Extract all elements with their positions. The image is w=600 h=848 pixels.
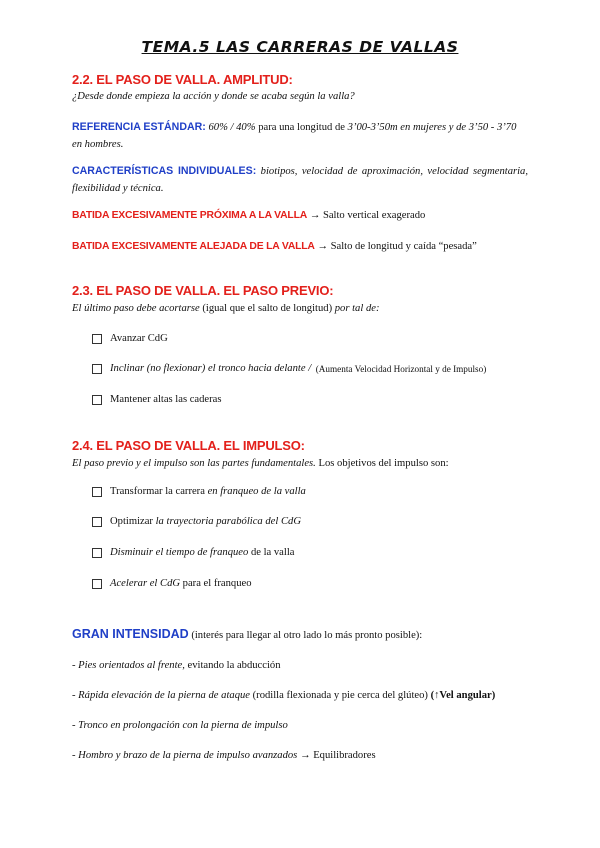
section-heading-impulso: 2.4. EL PASO DE VALLA. EL IMPULSO: bbox=[72, 438, 305, 453]
batida-proxima-label: BATIDA EXCESIVAMENTE PRÓXIMA A LA VALLA bbox=[72, 210, 308, 221]
list-item-text: para el franqueo bbox=[180, 578, 252, 589]
list-item bbox=[92, 578, 252, 589]
batida-proxima-text: → Salto vertical exagerado bbox=[307, 210, 426, 221]
batida-alejada-label: BATIDA EXCESIVAMENTE ALEJADA DE LA VALLA bbox=[72, 241, 315, 252]
checkbox-icon bbox=[92, 517, 102, 527]
caracteristicas-paragraph bbox=[72, 163, 528, 197]
intro-mid: (igual que el salto de longitud) bbox=[199, 303, 335, 314]
intensidad-italic: - Rápida elevación de la pierna de ataque bbox=[72, 690, 250, 701]
gran-intensidad-label: GRAN INTENSIDAD bbox=[72, 627, 189, 641]
list-item-italic: en franqueo de la valla bbox=[207, 486, 306, 497]
referencia-estandar-paragraph bbox=[72, 119, 528, 153]
caracteristicas-label: CARACTERÍSTICAS INDIVIDUALES: bbox=[72, 165, 257, 177]
list-item bbox=[92, 363, 486, 374]
intro-italic-1: El último paso debe acortarse bbox=[72, 303, 200, 314]
list-item-text: Avanzar CdG bbox=[110, 333, 168, 344]
list-item-italic: Disminuir el tiempo de franqueo bbox=[110, 547, 249, 558]
batida-proxima-line bbox=[72, 207, 528, 224]
referencia-label: REFERENCIA ESTÁNDAR: bbox=[72, 121, 206, 133]
list-item-italic: la trayectoria parabólica del CdG bbox=[155, 516, 301, 527]
referencia-text: para una longitud de bbox=[255, 122, 348, 133]
intensidad-italic: - Pies orientados al frente, bbox=[72, 660, 185, 671]
list-item-text: de la valla bbox=[248, 547, 295, 558]
paso-previo-intro bbox=[72, 300, 528, 317]
amplitud-question: ¿Desde donde empieza la acción y donde se acaba según la valla? bbox=[72, 91, 355, 102]
checkbox-icon bbox=[92, 579, 102, 589]
impulso-intro bbox=[72, 455, 528, 472]
checkbox-icon bbox=[92, 548, 102, 558]
page-title: TEMA.5 LAS CARRERAS DE VALLAS bbox=[141, 38, 459, 56]
list-item bbox=[92, 547, 294, 558]
intensidad-line bbox=[72, 657, 528, 674]
section-heading-paso-previo: 2.3. EL PASO DE VALLA. EL PASO PREVIO: bbox=[72, 283, 334, 298]
list-item-note: (Aumenta Velocidad Horizontal y de Impulso) bbox=[311, 363, 487, 374]
batida-alejada-text: → Salto de longitud y caída “pesada” bbox=[314, 241, 477, 252]
intensidad-italic: - Hombro y brazo de la pierna de impulso avanzados bbox=[72, 750, 298, 761]
checkbox-icon bbox=[92, 395, 102, 405]
list-item-text: Transformar la carrera bbox=[110, 486, 208, 497]
intensidad-line bbox=[72, 717, 528, 734]
list-item-italic: Inclinar (no flexionar) el tronco hacia delante / bbox=[110, 363, 312, 374]
gran-intensidad-heading bbox=[72, 626, 528, 644]
impulso-intro-italic: El paso previo y el impulso son las partes fundamentales. bbox=[72, 458, 316, 469]
list-item bbox=[92, 394, 221, 405]
intensidad-line bbox=[72, 747, 528, 764]
checkbox-icon bbox=[92, 487, 102, 497]
list-item-text: Mantener altas las caderas bbox=[110, 394, 222, 405]
referencia-values: 3’00-3’50m en mujeres y de 3’50 - 3’70 en hombres. bbox=[72, 122, 517, 150]
list-item bbox=[92, 486, 306, 497]
gran-intensidad-note: (interés para llegar al otro lado lo más pronto posible): bbox=[188, 630, 423, 641]
checkbox-icon bbox=[92, 334, 102, 344]
intensidad-italic: - Tronco en prolongación con la pierna de impulso bbox=[72, 720, 288, 731]
intensidad-bold: (↑Vel angular) bbox=[430, 690, 496, 701]
intensidad-text: (rodilla flexionada y pie cerca del glúteo) bbox=[249, 690, 431, 701]
list-item bbox=[92, 516, 301, 527]
intensidad-text: evitando la abducción bbox=[184, 660, 281, 671]
list-item-italic: Acelerar el CdG bbox=[110, 578, 181, 589]
list-item-text: Optimizar bbox=[110, 516, 156, 527]
checkbox-icon bbox=[92, 364, 102, 374]
section-heading-amplitud: 2.2. EL PASO DE VALLA. AMPLITUD: bbox=[72, 72, 293, 87]
batida-alejada-line bbox=[72, 238, 528, 255]
intro-italic-2: por tal de: bbox=[334, 303, 380, 314]
list-item bbox=[92, 333, 168, 344]
referencia-percent: 60% / 40% bbox=[208, 122, 256, 133]
intensidad-line bbox=[72, 687, 528, 704]
intensidad-text: → Equilibradores bbox=[297, 750, 376, 761]
impulso-intro-text: Los objetivos del impulso son: bbox=[315, 458, 449, 469]
caracteristicas-text: biotipos, velocidad de aproximación, velocidad segmentaria, flexibilidad y técnica. bbox=[72, 166, 529, 194]
